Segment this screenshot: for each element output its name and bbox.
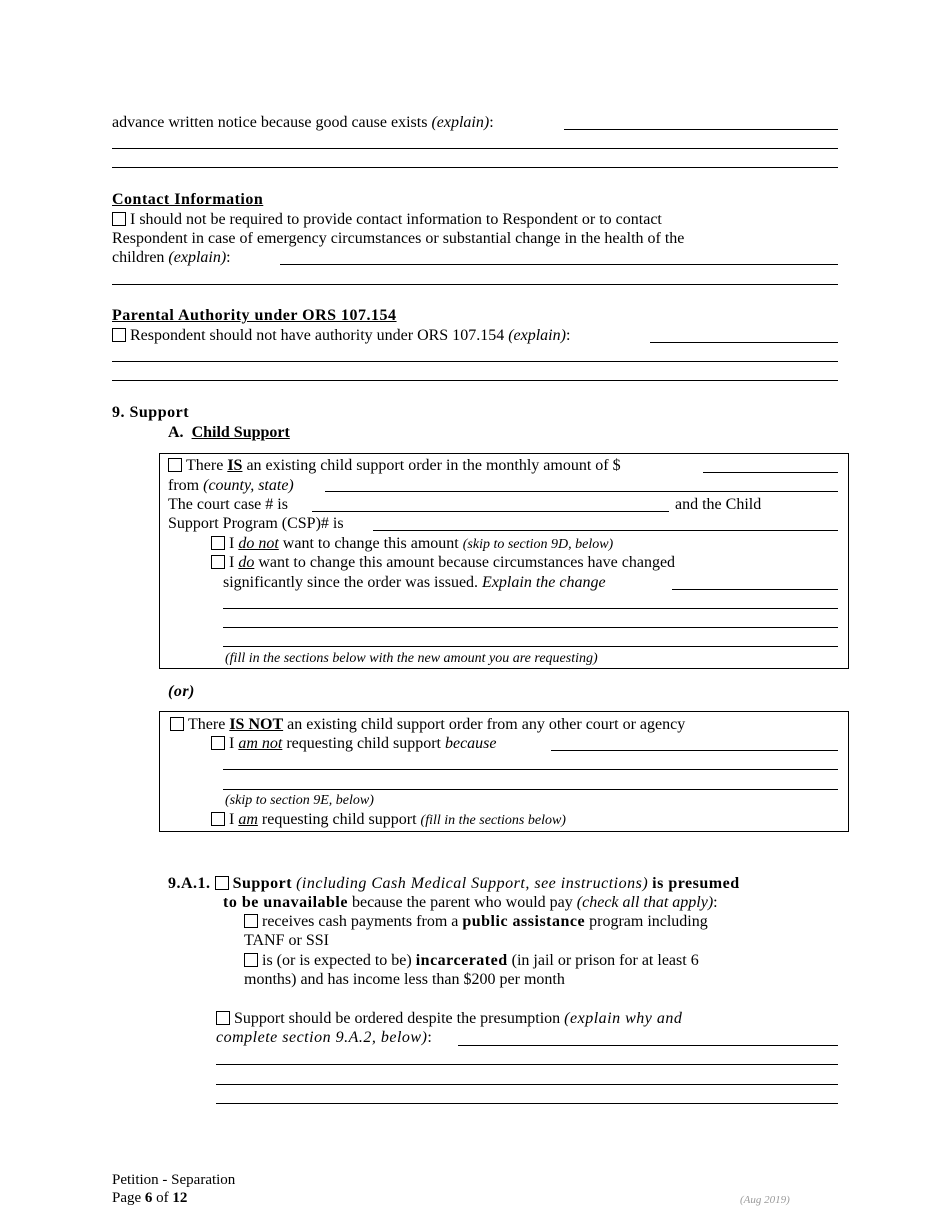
do-change-line-2 (223, 573, 606, 592)
presumed-unavailable-checkbox[interactable] (215, 876, 229, 890)
contact-info-field-line-2[interactable] (112, 284, 838, 285)
page-label: Page (112, 1190, 142, 1206)
contact-info-heading: Contact Information (112, 191, 264, 208)
is-label: IS (227, 457, 243, 474)
to-be-unavailable-label: to be unavailable (223, 894, 348, 911)
do-not-change-text: want to change this amount (282, 535, 459, 552)
i-label: I (229, 735, 235, 752)
advance-notice-text: advance written notice because good cause exists (112, 114, 428, 131)
do-change-option (211, 553, 675, 572)
explain-label: (explain) (168, 249, 227, 266)
page-total: 12 (172, 1190, 188, 1206)
explain-change-label: Explain the change (482, 574, 606, 591)
contact-info-children: children (112, 249, 165, 266)
from-line (168, 476, 294, 495)
colon: : (489, 114, 494, 131)
existing-order-text: an existing child support order in the monthly amount of $ (246, 457, 621, 474)
colon: : (713, 894, 718, 911)
parental-authority-checkbox[interactable] (112, 328, 126, 342)
contact-info-text-2: Respondent in case of emergency circumstances or substantial change in the health of the (112, 230, 685, 247)
do-change-checkbox[interactable] (211, 555, 225, 569)
sub-letter: A. (168, 424, 184, 441)
am-not-label: am not (238, 735, 283, 752)
public-assistance-checkbox[interactable] (244, 914, 258, 928)
expected-to-be-text: is (or is expected to be) (262, 952, 412, 969)
presumed-line-1 (168, 874, 740, 893)
despite-presumption-checkbox[interactable] (216, 1011, 230, 1025)
csp-label: Support Program (CSP)# is (168, 515, 344, 532)
or-label: (or) (168, 683, 195, 700)
court-case-label: The court case # is (168, 496, 288, 513)
am-requesting-text: requesting child support (261, 811, 417, 828)
explain-change-field-line-2[interactable] (223, 608, 838, 609)
explain-change-field-line-3[interactable] (223, 627, 838, 628)
support-label: Support (232, 875, 293, 892)
am-requesting-checkbox[interactable] (211, 812, 225, 826)
contact-info-text-1: I should not be required to provide contact information to Respondent or to contact (130, 211, 662, 228)
because-field-line-2[interactable] (223, 769, 838, 770)
no-existing-order-text: an existing child support order from any other court or agency (287, 716, 686, 733)
because-field[interactable] (551, 750, 838, 751)
child-support-title: Child Support (191, 424, 290, 441)
i-label: I (229, 535, 235, 552)
income-less-text: months) and has income less than $200 per month (244, 971, 565, 988)
explain-label: (explain) (431, 114, 490, 131)
contact-info-line-1 (112, 210, 662, 229)
footer-date: (Aug 2019) (740, 1194, 790, 1206)
advance-notice-field[interactable] (564, 129, 838, 130)
is-not-label: IS NOT (229, 716, 284, 733)
colon: : (427, 1029, 432, 1046)
parental-authority-text: Respondent should not have authority under ORS 107.154 (130, 327, 505, 344)
csp-field[interactable] (373, 530, 838, 531)
footer-page (112, 1189, 187, 1208)
do-not-label: do not (238, 535, 279, 552)
court-case-field[interactable] (312, 511, 669, 512)
i-label: I (229, 811, 235, 828)
footer-title: Petition - Separation (112, 1172, 236, 1188)
despite-presumption-text: Support should be ordered despite the presumption (234, 1010, 561, 1027)
advance-notice-line (112, 113, 494, 132)
skip-9d-note: (skip to section 9D, below) (462, 537, 614, 552)
page-number: 6 (144, 1190, 153, 1206)
parental-authority-field[interactable] (650, 342, 838, 343)
am-not-requesting-checkbox[interactable] (211, 736, 225, 750)
am-label: am (238, 811, 258, 828)
existing-order-line (168, 456, 621, 475)
do-not-change-checkbox[interactable] (211, 536, 225, 550)
despite-explain-field-line-4[interactable] (216, 1103, 838, 1104)
from-label: from (168, 477, 200, 494)
public-assistance-label: public assistance (462, 913, 586, 930)
despite-explain-field[interactable] (458, 1045, 838, 1046)
parental-authority-line (112, 326, 570, 345)
no-existing-order-checkbox[interactable] (170, 717, 184, 731)
requesting-text: requesting child support (286, 735, 441, 752)
do-change-text: want to change this amount because circumstances have changed (258, 554, 676, 571)
fill-in-note: (fill in the sections below with the new amount you are requesting) (225, 651, 598, 666)
receives-cash-text: receives cash payments from a (262, 913, 459, 930)
county-state-label: (county, state) (203, 477, 294, 494)
tanf-ssi-text: TANF or SSI (244, 932, 329, 949)
incarcerated-checkbox[interactable] (244, 953, 258, 967)
fill-in-sections-note: (fill in the sections below) (420, 813, 566, 828)
incarcerated-label: incarcerated (415, 952, 508, 969)
explain-label: (explain) (508, 327, 566, 344)
there-label: There (186, 457, 224, 474)
advance-notice-field-line-2[interactable] (112, 148, 838, 149)
parental-authority-heading: Parental Authority under ORS 107.154 (112, 307, 397, 324)
explain-change-field[interactable] (672, 589, 838, 590)
incarcerated-option (244, 951, 699, 970)
despite-explain-field-line-2[interactable] (216, 1064, 838, 1065)
i-label: I (229, 554, 235, 571)
because-label: because (444, 735, 497, 752)
program-including-text: program including (589, 913, 708, 930)
monthly-amount-field[interactable] (703, 472, 838, 473)
explain-change-field-line-4[interactable] (223, 646, 838, 647)
of-label: of (156, 1190, 169, 1206)
and-child-label: and the Child (675, 496, 762, 513)
advance-notice-field-line-3[interactable] (112, 167, 838, 168)
am-requesting-option (211, 810, 566, 830)
do-label: do (238, 554, 255, 571)
existing-order-checkbox[interactable] (168, 458, 182, 472)
significantly-text: significantly since the order was issued. (223, 574, 479, 591)
because-parent-text: because the parent who would pay (351, 894, 573, 911)
county-state-field[interactable] (325, 491, 838, 492)
complete-section-line (216, 1028, 432, 1047)
am-not-requesting-option (211, 734, 497, 753)
public-assistance-option (244, 912, 708, 931)
section-number: 9.A.1. (168, 875, 211, 892)
colon: : (226, 249, 231, 266)
contact-info-field[interactable] (280, 264, 838, 265)
despite-explain-field-line-3[interactable] (216, 1084, 838, 1085)
because-field-line-3[interactable] (223, 789, 838, 790)
contact-info-checkbox[interactable] (112, 212, 126, 226)
there-label: There (188, 716, 226, 733)
explain-why-label: (explain why and (564, 1010, 683, 1027)
contact-info-line-3 (112, 248, 231, 267)
despite-presumption-option (216, 1009, 682, 1028)
parental-authority-field-line-2[interactable] (112, 361, 838, 362)
support-heading: 9. Support (112, 404, 190, 421)
colon: : (565, 327, 571, 344)
complete-section-note: complete section 9.A.2, below) (216, 1029, 428, 1046)
no-existing-order-line (170, 715, 685, 734)
jail-prison-text: (in jail or prison for at least 6 (511, 952, 699, 969)
parental-authority-field-line-3[interactable] (112, 380, 838, 381)
is-presumed-label: is presumed (652, 875, 740, 892)
skip-9e-note: (skip to section 9E, below) (225, 793, 374, 808)
do-not-change-option (211, 534, 613, 554)
child-support-subheading (168, 423, 290, 442)
check-all-note: (check all that apply) (576, 894, 714, 911)
presumed-line-2 (223, 893, 718, 912)
including-note: (including Cash Medical Support, see instructions) (296, 875, 649, 892)
